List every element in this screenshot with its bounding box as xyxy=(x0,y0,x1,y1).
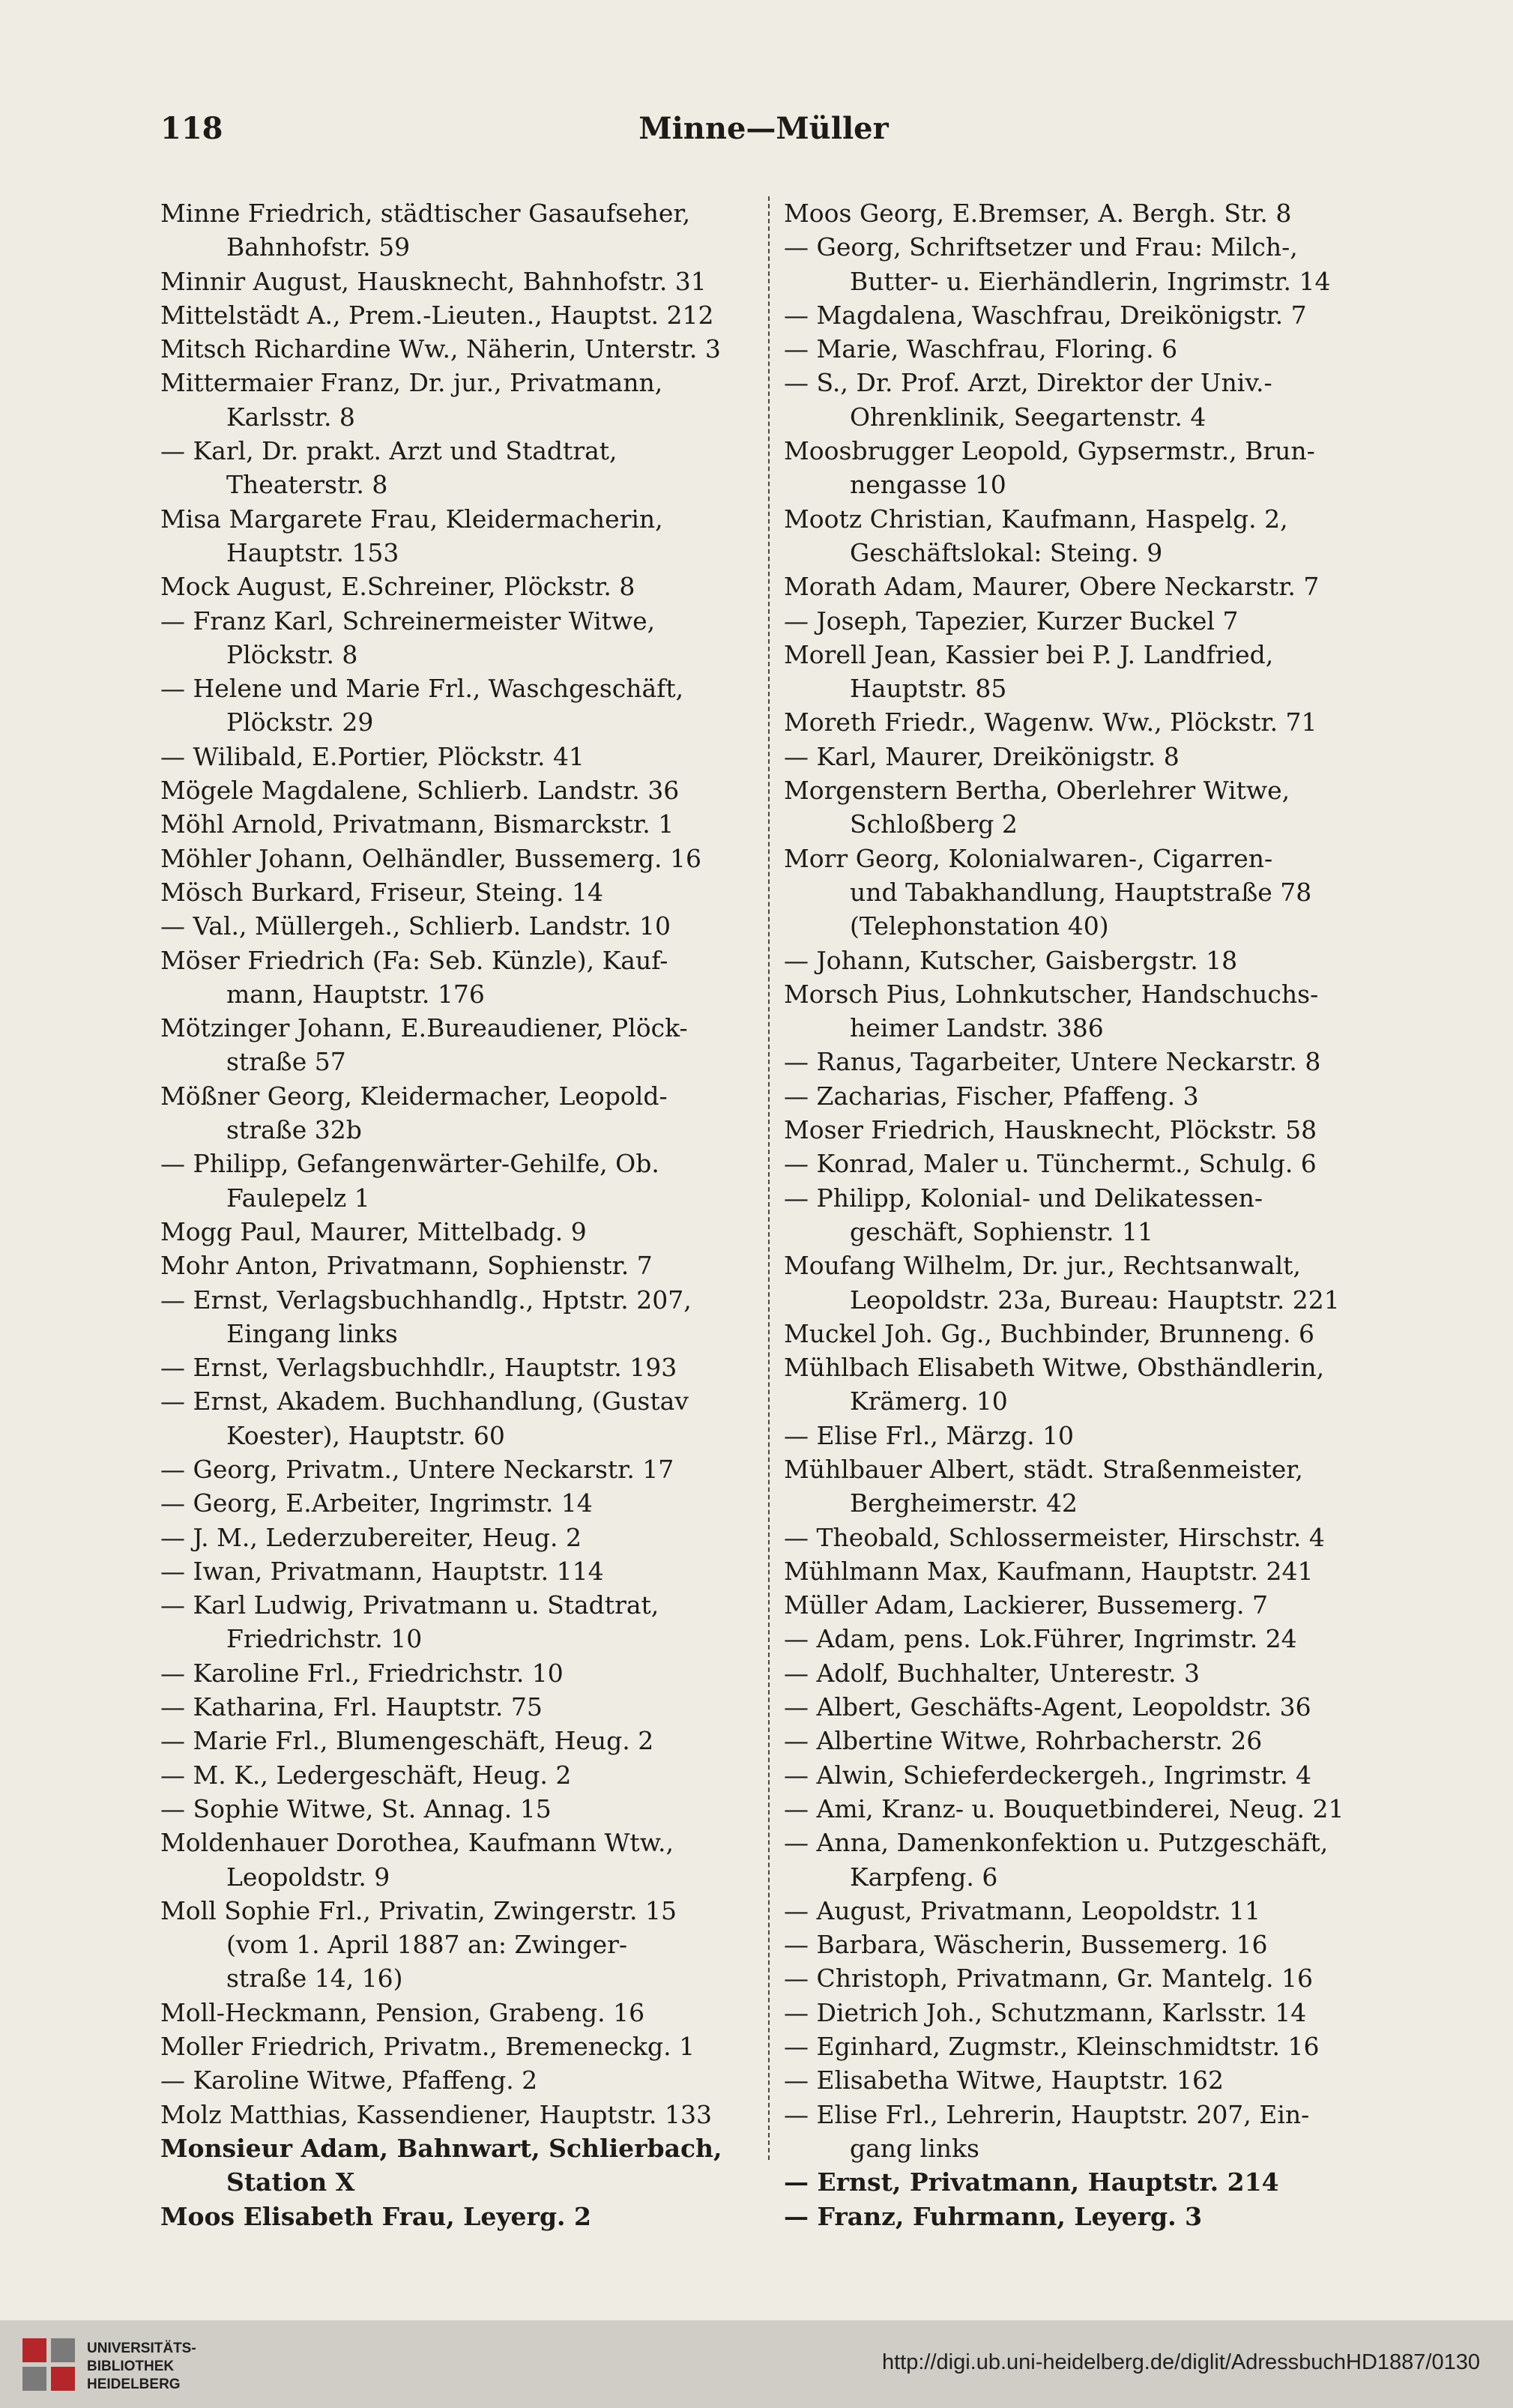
directory-entry: — Franz Karl, Schreinermeister Witwe, xyxy=(160,606,656,636)
directory-entry: — Karl, Maurer, Dreikönigstr. 8 xyxy=(784,741,1180,771)
directory-entry: Mühlbach Elisabeth Witwe, Obsthändlerin, xyxy=(784,1353,1325,1383)
directory-entry: Morell Jean, Kassier bei P. J. Landfried, xyxy=(784,639,1274,669)
directory-entry: Moldenhauer Dorothea, Kaufmann Wtw., xyxy=(160,1828,674,1858)
left-column xyxy=(160,196,752,2231)
entry-continuation-line: Ohrenklinik, Seegartenstr. 4 xyxy=(850,402,1207,432)
directory-entry: — Adolf, Buchhalter, Unterestr. 3 xyxy=(784,1658,1201,1688)
directory-entry: Moosbrugger Leopold, Gypsermstr., Brun- xyxy=(784,436,1315,466)
directory-entry: Moller Friedrich, Privatm., Bremeneckg. 1 xyxy=(160,2032,695,2062)
entry-continuation-line: Plöckstr. 29 xyxy=(226,707,374,737)
entry-continuation-line: mann, Hauptstr. 176 xyxy=(226,979,485,1009)
directory-entry: Morr Georg, Kolonialwaren-, Cigarren- xyxy=(784,843,1273,873)
university-library-logo-icon xyxy=(21,2337,76,2392)
directory-entry: Misa Margarete Frau, Kleidermacherin, xyxy=(160,504,663,534)
library-name-line: BIBLIOTHEK xyxy=(87,2359,175,2374)
directory-entry: — Karl Ludwig, Privatmann u. Stadtrat, xyxy=(160,1590,659,1620)
directory-entry: Möser Friedrich (Fa: Seb. Künzle), Kauf- xyxy=(160,945,668,975)
entry-continuation-line: Krämerg. 10 xyxy=(850,1386,1008,1416)
directory-entry: — Val., Müllergeh., Schlierb. Landstr. 10 xyxy=(160,911,671,941)
directory-entry: — Franz, Fuhrmann, Leyerg. 3 xyxy=(784,2201,1203,2231)
directory-entry: Moser Friedrich, Hausknecht, Plöckstr. 58 xyxy=(784,1115,1317,1145)
directory-entry: Mittermaier Franz, Dr. jur., Privatmann, xyxy=(160,368,663,398)
entry-continuation-line: Geschäftslokal: Steing. 9 xyxy=(850,537,1163,567)
directory-entry: Moos Elisabeth Frau, Leyerg. 2 xyxy=(160,2201,591,2231)
directory-entry: Mögele Magdalene, Schlierb. Landstr. 36 xyxy=(160,776,680,806)
directory-entry: — Ernst, Privatmann, Hauptstr. 214 xyxy=(784,2167,1279,2197)
directory-entry: Mühlbauer Albert, städt. Straßenmeister, xyxy=(784,1454,1303,1484)
directory-entry: — Ami, Kranz- u. Bouquetbinderei, Neug. 21 xyxy=(784,1793,1344,1823)
directory-entry: — Eginhard, Zugmstr., Kleinschmidtstr. 16 xyxy=(784,2032,1320,2062)
entry-continuation-line: straße 57 xyxy=(226,1047,346,1077)
entry-continuation-line: heimer Landstr. 386 xyxy=(850,1013,1104,1043)
directory-entry: — Albert, Geschäfts-Agent, Leopoldstr. 36 xyxy=(784,1692,1311,1722)
directory-entry: Mößner Georg, Kleidermacher, Leopold- xyxy=(160,1081,668,1111)
directory-entry: Moufang Wilhelm, Dr. jur., Rechtsanwalt, xyxy=(784,1251,1301,1281)
entry-continuation-line: straße 32b xyxy=(226,1115,362,1145)
entry-continuation-line: Bergheimerstr. 42 xyxy=(850,1488,1078,1518)
directory-entry: — Georg, Privatm., Untere Neckarstr. 17 xyxy=(160,1454,674,1484)
entry-continuation-line: Butter- u. Eierhändlerin, Ingrimstr. 14 xyxy=(850,266,1331,296)
page-header xyxy=(160,111,1367,156)
directory-entry: Moll-Heckmann, Pension, Grabeng. 16 xyxy=(160,1997,645,2027)
directory-entry: — Karoline Witwe, Pfaffeng. 2 xyxy=(160,2065,538,2095)
directory-entry: — J. M., Lederzubereiter, Heug. 2 xyxy=(160,1522,582,1552)
directory-entry: — Barbara, Wäscherin, Bussemerg. 16 xyxy=(784,1930,1268,1960)
directory-entry: — S., Dr. Prof. Arzt, Direktor der Univ.- xyxy=(784,368,1272,398)
directory-entry: Moll Sophie Frl., Privatin, Zwingerstr. 15 xyxy=(160,1895,677,1925)
directory-entry: Mock August, E.Schreiner, Plöckstr. 8 xyxy=(160,572,635,602)
entry-continuation-line: (vom 1. April 1887 an: Zwinger- xyxy=(226,1930,628,1960)
directory-entry: Minnir August, Hausknecht, Bahnhofstr. 31 xyxy=(160,266,707,296)
directory-entry: — Katharina, Frl. Hauptstr. 75 xyxy=(160,1692,543,1722)
directory-entry: — Ernst, Akadem. Buchhandlung, (Gustav xyxy=(160,1386,689,1416)
directory-entry: Morath Adam, Maurer, Obere Neckarstr. 7 xyxy=(784,572,1320,602)
library-name-line: UNIVERSITÄTS- xyxy=(87,2341,196,2356)
directory-entry: Mogg Paul, Maurer, Mittelbadg. 9 xyxy=(160,1216,587,1246)
directory-entry: — Karoline Frl., Friedrichstr. 10 xyxy=(160,1658,564,1688)
directory-entry: — Sophie Witwe, St. Annag. 15 xyxy=(160,1793,552,1823)
entry-continuation-line: Faulepelz 1 xyxy=(226,1183,370,1213)
directory-entry: Mohr Anton, Privatmann, Sophienstr. 7 xyxy=(160,1251,653,1281)
entry-continuation-line: Theaterstr. 8 xyxy=(226,470,388,500)
entry-continuation-line: (Telephonstation 40) xyxy=(850,911,1109,941)
directory-entry: — Wilibald, E.Portier, Plöckstr. 41 xyxy=(160,741,585,771)
entry-continuation-line: Hauptstr. 85 xyxy=(850,674,1007,704)
entry-continuation-line: Eingang links xyxy=(226,1318,398,1348)
directory-entry: Mittelstädt A., Prem.-Lieuten., Hauptst. 212 xyxy=(160,300,714,330)
directory-columns xyxy=(160,196,1367,2231)
directory-entry: — Christoph, Privatmann, Gr. Mantelg. 16 xyxy=(784,1964,1313,1994)
right-column xyxy=(784,196,1376,2231)
directory-entry: — Philipp, Gefangenwärter-Gehilfe, Ob. xyxy=(160,1149,659,1179)
directory-entry: — Zacharias, Fischer, Pfaffeng. 3 xyxy=(784,1081,1199,1111)
directory-entry: Mühlmann Max, Kaufmann, Hauptstr. 241 xyxy=(784,1556,1314,1586)
directory-entry: — Albertine Witwe, Rohrbacherstr. 26 xyxy=(784,1726,1263,1756)
directory-entry: — Marie Frl., Blumengeschäft, Heug. 2 xyxy=(160,1726,654,1756)
directory-entry: Moreth Friedr., Wagenw. Ww., Plöckstr. 71 xyxy=(784,707,1317,737)
directory-entry: Muckel Joh. Gg., Buchbinder, Brunneng. 6 xyxy=(784,1318,1315,1348)
directory-entry: — Iwan, Privatmann, Hauptstr. 114 xyxy=(160,1556,604,1586)
entry-continuation-line: geschäft, Sophienstr. 11 xyxy=(850,1216,1153,1246)
directory-entry: Möhler Johann, Oelhändler, Bussemerg. 16 xyxy=(160,843,702,873)
directory-entry: — Ernst, Verlagsbuchhdlr., Hauptstr. 193 xyxy=(160,1353,677,1383)
directory-entry: Müller Adam, Lackierer, Bussemerg. 7 xyxy=(784,1590,1269,1620)
directory-entry: — Elise Frl., Lehrerin, Hauptstr. 207, Ein- xyxy=(784,2099,1310,2129)
directory-entry: — Helene und Marie Frl., Waschgeschäft, xyxy=(160,674,684,704)
directory-entry: — Anna, Damenkonfektion u. Putzgeschäft, xyxy=(784,1828,1329,1858)
directory-entry: — Joseph, Tapezier, Kurzer Buckel 7 xyxy=(784,606,1239,636)
directory-entry: — August, Privatmann, Leopoldstr. 11 xyxy=(784,1895,1260,1925)
directory-entry: Mötzinger Johann, E.Bureaudiener, Plöck- xyxy=(160,1013,688,1043)
entry-continuation-line: Karlsstr. 8 xyxy=(226,402,355,432)
entry-continuation-line: Hauptstr. 153 xyxy=(226,537,399,567)
entry-continuation-line: Schloßberg 2 xyxy=(850,809,1018,839)
entry-continuation-line: Leopoldstr. 9 xyxy=(226,1862,390,1892)
entry-continuation-line: Friedrichstr. 10 xyxy=(226,1624,423,1654)
entry-continuation-line: und Tabakhandlung, Hauptstraße 78 xyxy=(850,877,1312,907)
entry-continuation-line: Plöckstr. 8 xyxy=(226,639,358,669)
directory-entry: Mootz Christian, Kaufmann, Haspelg. 2, xyxy=(784,504,1288,534)
directory-entry: Mösch Burkard, Friseur, Steing. 14 xyxy=(160,877,604,907)
entry-continuation-line: straße 14, 16) xyxy=(226,1964,403,1994)
entry-continuation-line: Karpfeng. 6 xyxy=(850,1862,998,1892)
directory-entry: — Marie, Waschfrau, Floring. 6 xyxy=(784,334,1178,364)
entry-continuation-line: Bahnhofstr. 59 xyxy=(226,232,411,262)
directory-entry: Molz Matthias, Kassendiener, Hauptstr. 133 xyxy=(160,2099,712,2129)
directory-entry: — Johann, Kutscher, Gaisbergstr. 18 xyxy=(784,945,1238,975)
directory-entry: Monsieur Adam, Bahnwart, Schlierbach, xyxy=(160,2133,722,2163)
entry-continuation-line: gang links xyxy=(850,2133,979,2163)
directory-entry: — Theobald, Schlossermeister, Hirschstr. 4 xyxy=(784,1522,1325,1552)
directory-entry: — Dietrich Joh., Schutzmann, Karlsstr. 14 xyxy=(784,1997,1307,2027)
library-footer xyxy=(0,2320,1513,2408)
directory-entry: Moos Georg, E.Bremser, A. Bergh. Str. 8 xyxy=(784,199,1292,228)
directory-entry: — Alwin, Schieferdeckergeh., Ingrimstr. 4 xyxy=(784,1760,1312,1790)
directory-entry: — Ranus, Tagarbeiter, Untere Neckarstr. 8 xyxy=(784,1047,1321,1077)
directory-entry: — M. K., Ledergeschäft, Heug. 2 xyxy=(160,1760,572,1790)
directory-entry: Möhl Arnold, Privatmann, Bismarckstr. 1 xyxy=(160,809,674,839)
directory-entry: Mitsch Richardine Ww., Näherin, Unterstr. 3 xyxy=(160,334,721,364)
directory-entry: — Magdalena, Waschfrau, Dreikönigstr. 7 xyxy=(784,300,1307,330)
entry-continuation-line: Leopoldstr. 23a, Bureau: Hauptstr. 221 xyxy=(850,1285,1340,1315)
entry-continuation-line: nengasse 10 xyxy=(850,470,1006,500)
directory-entry: — Georg, Schriftsetzer und Frau: Milch-, xyxy=(784,232,1298,262)
directory-entry: Minne Friedrich, städtischer Gasaufseher, xyxy=(160,199,691,228)
directory-entry: — Karl, Dr. prakt. Arzt und Stadtrat, xyxy=(160,436,617,466)
directory-entry: — Adam, pens. Lok.Führer, Ingrimstr. 24 xyxy=(784,1624,1297,1654)
entry-continuation-line: Koester), Hauptstr. 60 xyxy=(226,1420,505,1450)
page-number: 118 xyxy=(160,111,223,146)
directory-entry: — Elise Frl., Märzg. 10 xyxy=(784,1420,1075,1450)
directory-entry: — Elisabetha Witwe, Hauptstr. 162 xyxy=(784,2065,1224,2095)
library-name-line: HEIDELBERG xyxy=(87,2377,181,2392)
running-head: Minne—Müller xyxy=(638,111,889,146)
entry-continuation-line: Station X xyxy=(226,2167,355,2197)
directory-entry: — Georg, E.Arbeiter, Ingrimstr. 14 xyxy=(160,1488,593,1518)
directory-entry: Morsch Pius, Lohnkutscher, Handschuchs- xyxy=(784,979,1319,1009)
column-divider xyxy=(768,196,770,2160)
library-name xyxy=(87,2340,196,2394)
source-url-link[interactable]: http://digi.ub.uni-heidelberg.de/diglit/AdressbuchHD1887/0130 xyxy=(881,2350,1480,2374)
directory-entry: — Philipp, Kolonial- und Delikatessen- xyxy=(784,1183,1263,1213)
directory-entry: — Ernst, Verlagsbuchhandlg., Hptstr. 207, xyxy=(160,1285,692,1315)
directory-entry: — Konrad, Maler u. Tünchermt., Schulg. 6 xyxy=(784,1149,1317,1179)
directory-entry: Morgenstern Bertha, Oberlehrer Witwe, xyxy=(784,776,1290,806)
